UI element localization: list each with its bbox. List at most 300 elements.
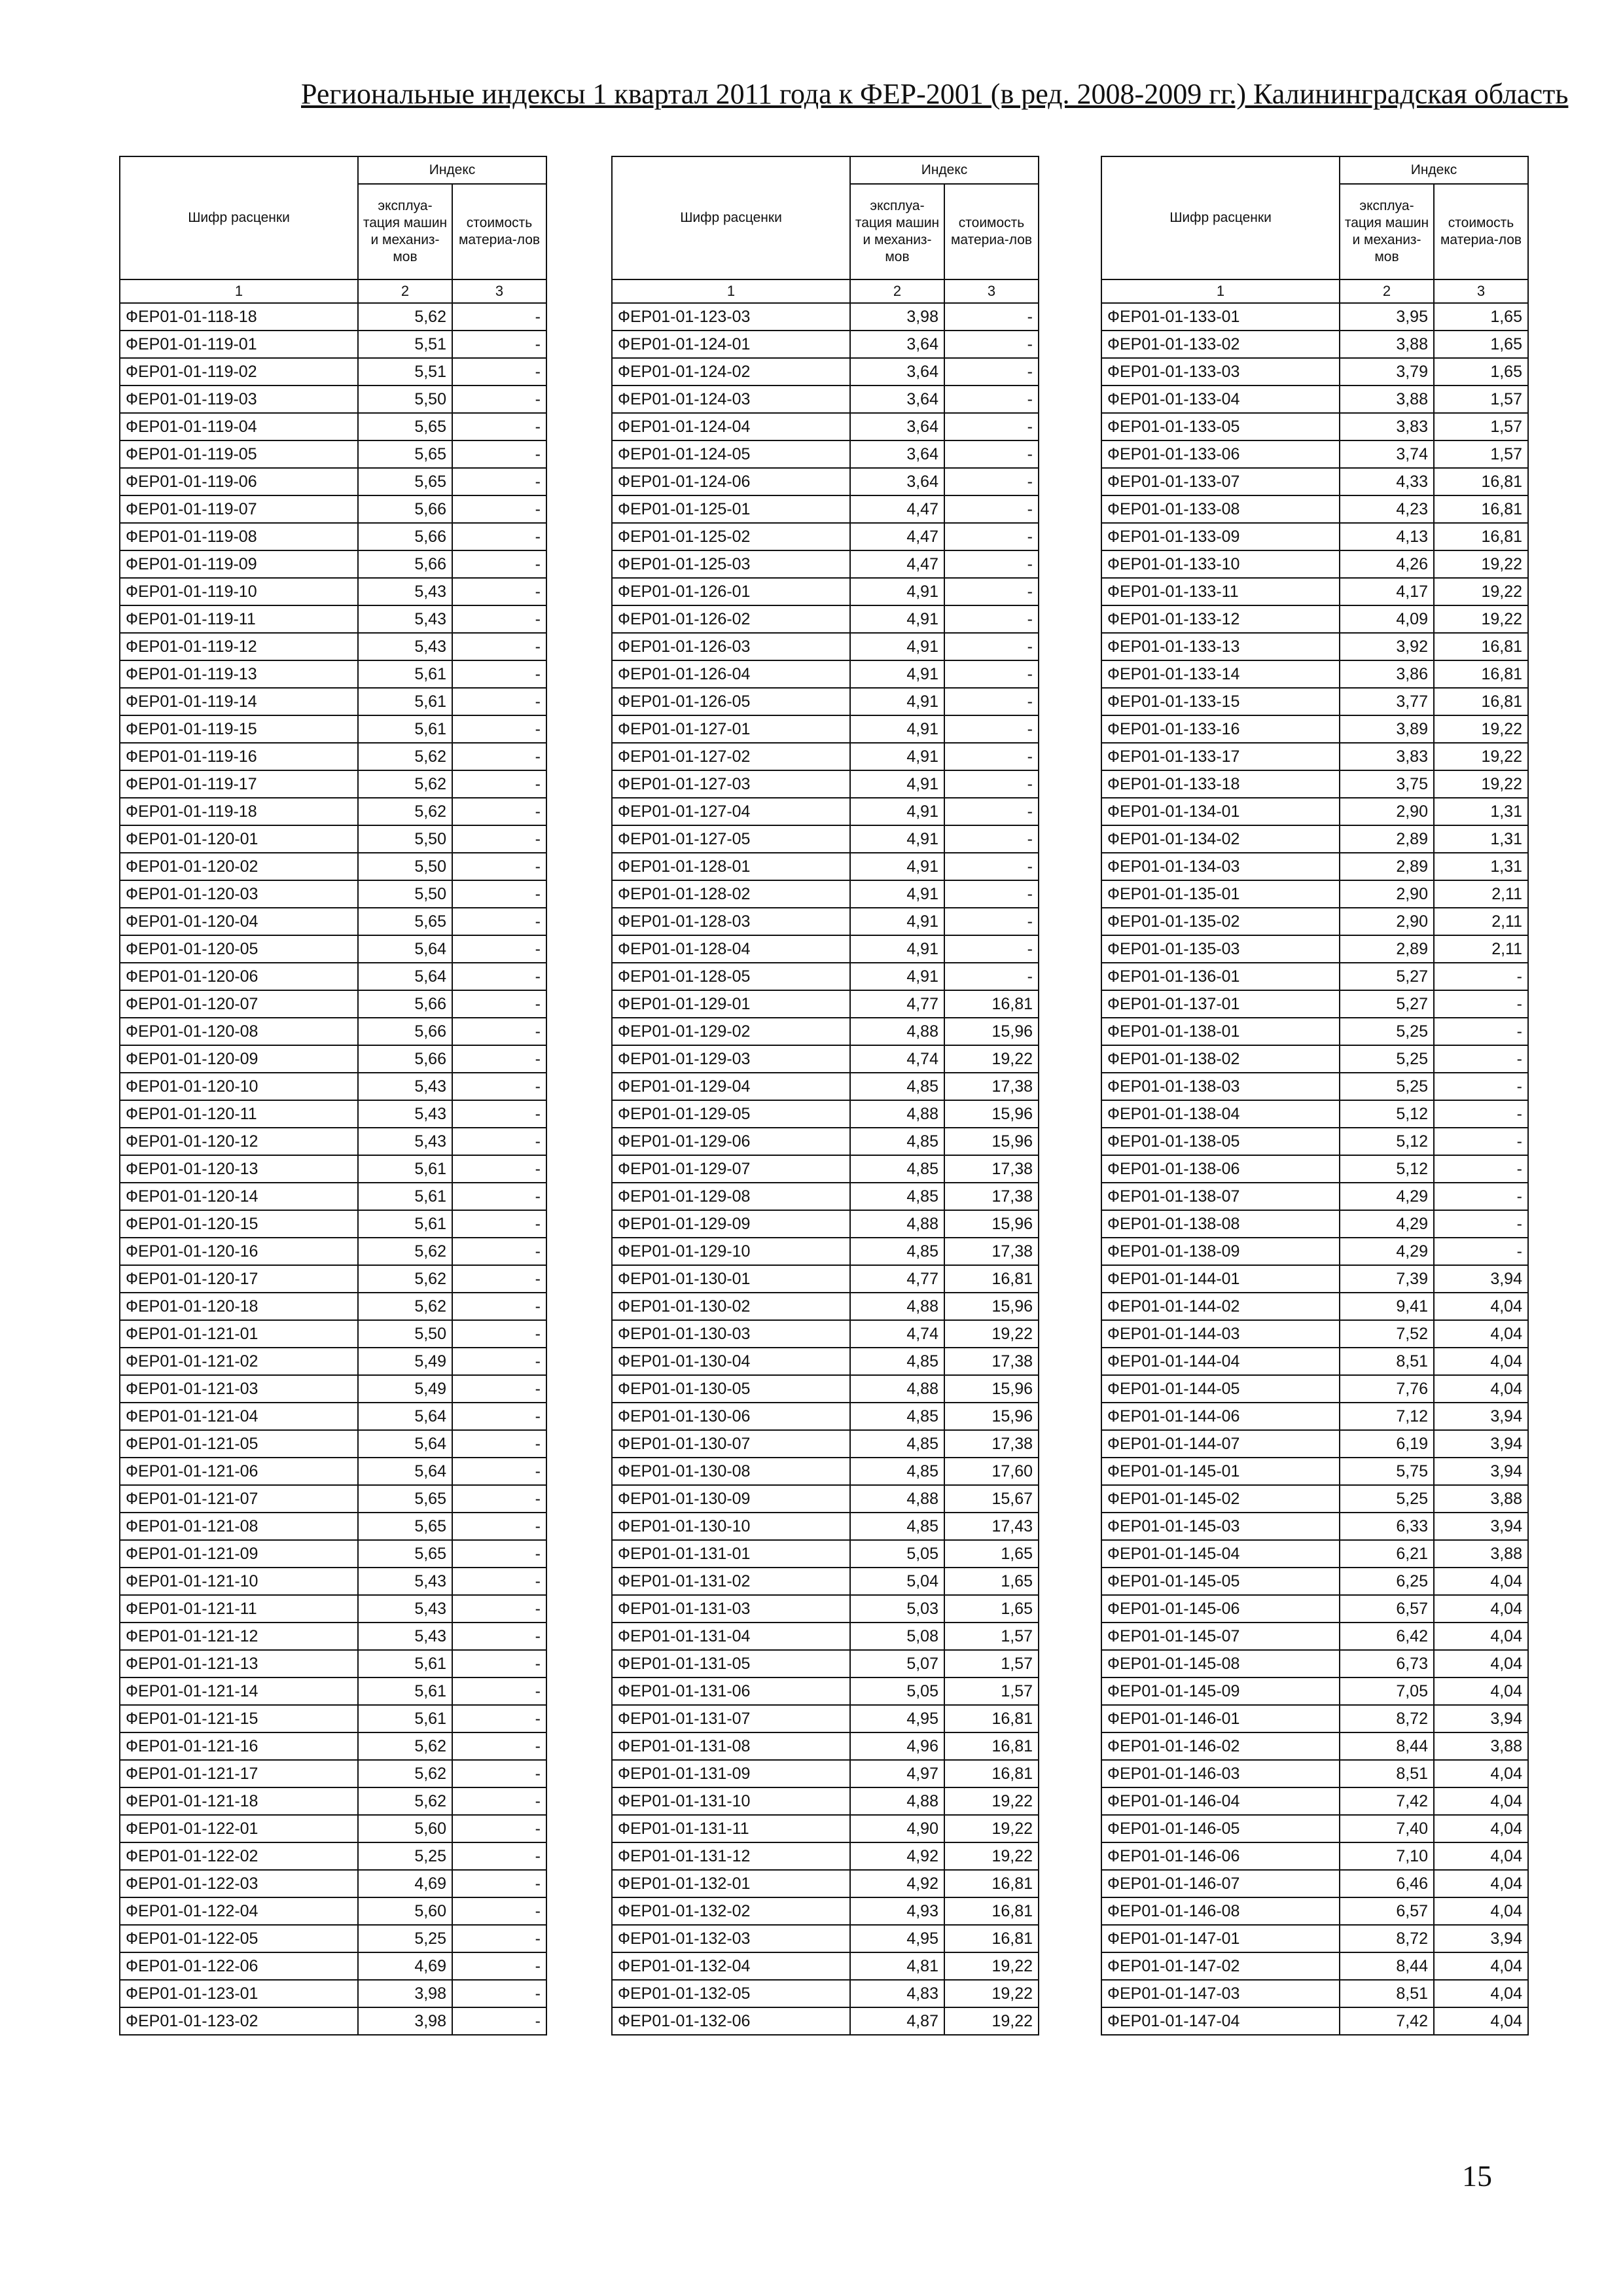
materials-index-cell: - bbox=[452, 1980, 546, 2007]
table-row bbox=[1101, 1705, 1528, 1732]
machines-index-cell: 4,88 bbox=[850, 1100, 944, 1128]
materials-index-cell: - bbox=[452, 440, 546, 468]
table-row bbox=[120, 1705, 546, 1732]
materials-index-cell: 4,04 bbox=[1434, 2007, 1528, 2035]
materials-index-cell: 2,11 bbox=[1434, 880, 1528, 908]
materials-index-cell: 19,22 bbox=[944, 1980, 1039, 2007]
table-row bbox=[1101, 1842, 1528, 1870]
rate-code-cell: ФЕР01-01-126-01 bbox=[612, 578, 850, 605]
materials-index-cell: 19,22 bbox=[1434, 605, 1528, 633]
machines-index-cell: 4,09 bbox=[1340, 605, 1434, 633]
materials-index-cell: - bbox=[944, 660, 1039, 688]
machines-index-cell: 2,89 bbox=[1340, 825, 1434, 853]
rate-code-cell: ФЕР01-01-120-14 bbox=[120, 1183, 358, 1210]
rate-code-cell: ФЕР01-01-132-02 bbox=[612, 1897, 850, 1925]
rate-code-cell: ФЕР01-01-121-06 bbox=[120, 1458, 358, 1485]
table-row bbox=[1101, 1375, 1528, 1403]
materials-index-cell: - bbox=[452, 1595, 546, 1623]
materials-index-cell: - bbox=[452, 1513, 546, 1540]
machines-index-cell: 4,23 bbox=[1340, 495, 1434, 523]
table-row bbox=[612, 935, 1039, 963]
table-body bbox=[1101, 303, 1528, 2035]
table-row bbox=[120, 935, 546, 963]
rate-code-cell: ФЕР01-01-122-04 bbox=[120, 1897, 358, 1925]
rate-code-cell: ФЕР01-01-135-03 bbox=[1101, 935, 1340, 963]
rate-code-cell: ФЕР01-01-119-09 bbox=[120, 550, 358, 578]
table-row bbox=[120, 1073, 546, 1100]
table-row bbox=[1101, 1897, 1528, 1925]
machines-index-cell: 3,64 bbox=[850, 413, 944, 440]
table-row bbox=[120, 825, 546, 853]
machines-index-cell: 5,50 bbox=[358, 853, 452, 880]
table-row bbox=[120, 1265, 546, 1293]
machines-index-cell: 4,85 bbox=[850, 1513, 944, 1540]
machines-index-cell: 4,13 bbox=[1340, 523, 1434, 550]
table-row bbox=[120, 1897, 546, 1925]
materials-index-cell: - bbox=[452, 1485, 546, 1513]
machines-index-cell: 3,75 bbox=[1340, 770, 1434, 798]
materials-index-cell: - bbox=[1434, 1128, 1528, 1155]
table-row bbox=[120, 413, 546, 440]
machines-index-cell: 4,77 bbox=[850, 1265, 944, 1293]
materials-index-cell: - bbox=[944, 605, 1039, 633]
table-row bbox=[612, 523, 1039, 550]
rate-code-cell: ФЕР01-01-121-13 bbox=[120, 1650, 358, 1677]
table-row bbox=[120, 853, 546, 880]
table-row bbox=[1101, 1155, 1528, 1183]
machines-index-cell: 5,62 bbox=[358, 743, 452, 770]
materials-index-cell: - bbox=[944, 853, 1039, 880]
page-number: 15 bbox=[1462, 2159, 1492, 2193]
machines-index-cell: 4,85 bbox=[850, 1430, 944, 1458]
rate-code-cell: ФЕР01-01-118-18 bbox=[120, 303, 358, 331]
header-materials: стоимость материа-лов bbox=[452, 184, 546, 279]
machines-index-cell: 4,85 bbox=[850, 1183, 944, 1210]
rate-code-cell: ФЕР01-01-133-05 bbox=[1101, 413, 1340, 440]
materials-index-cell: - bbox=[944, 303, 1039, 331]
machines-index-cell: 5,43 bbox=[358, 633, 452, 660]
materials-index-cell: - bbox=[1434, 1155, 1528, 1183]
materials-index-cell: 17,38 bbox=[944, 1183, 1039, 1210]
rate-code-cell: ФЕР01-01-129-08 bbox=[612, 1183, 850, 1210]
rate-code-cell: ФЕР01-01-121-15 bbox=[120, 1705, 358, 1732]
header-code: Шифр расценки bbox=[120, 156, 358, 279]
machines-index-cell: 5,07 bbox=[850, 1650, 944, 1677]
machines-index-cell: 5,25 bbox=[1340, 1018, 1434, 1045]
materials-index-cell: 16,81 bbox=[944, 1265, 1039, 1293]
table-row bbox=[120, 1650, 546, 1677]
header-index: Индекс bbox=[1340, 156, 1528, 184]
rate-code-cell: ФЕР01-01-131-02 bbox=[612, 1568, 850, 1595]
rate-code-cell: ФЕР01-01-126-02 bbox=[612, 605, 850, 633]
machines-index-cell: 3,98 bbox=[358, 1980, 452, 2007]
rate-code-cell: ФЕР01-01-119-03 bbox=[120, 386, 358, 413]
machines-index-cell: 5,50 bbox=[358, 386, 452, 413]
machines-index-cell: 5,25 bbox=[1340, 1073, 1434, 1100]
rate-code-cell: ФЕР01-01-120-16 bbox=[120, 1238, 358, 1265]
table-row bbox=[1101, 963, 1528, 990]
materials-index-cell: - bbox=[452, 1568, 546, 1595]
materials-index-cell: 19,22 bbox=[1434, 578, 1528, 605]
machines-index-cell: 5,64 bbox=[358, 1430, 452, 1458]
rate-code-cell: ФЕР01-01-146-01 bbox=[1101, 1705, 1340, 1732]
machines-index-cell: 5,60 bbox=[358, 1897, 452, 1925]
rate-code-cell: ФЕР01-01-121-05 bbox=[120, 1430, 358, 1458]
header-num-1: 1 bbox=[612, 279, 850, 303]
rate-code-cell: ФЕР01-01-133-07 bbox=[1101, 468, 1340, 495]
rate-code-cell: ФЕР01-01-134-01 bbox=[1101, 798, 1340, 825]
rate-code-cell: ФЕР01-01-122-03 bbox=[120, 1870, 358, 1897]
machines-index-cell: 5,64 bbox=[358, 935, 452, 963]
rate-code-cell: ФЕР01-01-147-01 bbox=[1101, 1925, 1340, 1952]
machines-index-cell: 3,74 bbox=[1340, 440, 1434, 468]
table-row bbox=[1101, 798, 1528, 825]
machines-index-cell: 5,49 bbox=[358, 1375, 452, 1403]
table-row bbox=[1101, 1787, 1528, 1815]
rate-code-cell: ФЕР01-01-145-02 bbox=[1101, 1485, 1340, 1513]
materials-index-cell: - bbox=[452, 1458, 546, 1485]
materials-index-cell: 3,94 bbox=[1434, 1513, 1528, 1540]
rate-code-cell: ФЕР01-01-119-13 bbox=[120, 660, 358, 688]
machines-index-cell: 6,25 bbox=[1340, 1568, 1434, 1595]
machines-index-cell: 4,91 bbox=[850, 825, 944, 853]
rate-code-cell: ФЕР01-01-138-01 bbox=[1101, 1018, 1340, 1045]
table-row bbox=[120, 1568, 546, 1595]
rate-code-cell: ФЕР01-01-120-15 bbox=[120, 1210, 358, 1238]
rate-code-cell: ФЕР01-01-120-06 bbox=[120, 963, 358, 990]
machines-index-cell: 5,50 bbox=[358, 1320, 452, 1348]
machines-index-cell: 5,62 bbox=[358, 1265, 452, 1293]
table-row bbox=[120, 523, 546, 550]
table-row bbox=[1101, 523, 1528, 550]
machines-index-cell: 5,12 bbox=[1340, 1128, 1434, 1155]
table-row bbox=[120, 1320, 546, 1348]
machines-index-cell: 5,61 bbox=[358, 1210, 452, 1238]
table-row bbox=[120, 798, 546, 825]
materials-index-cell: - bbox=[452, 1320, 546, 1348]
machines-index-cell: 3,77 bbox=[1340, 688, 1434, 715]
rate-code-cell: ФЕР01-01-119-05 bbox=[120, 440, 358, 468]
table-row bbox=[120, 770, 546, 798]
materials-index-cell: 4,04 bbox=[1434, 1677, 1528, 1705]
machines-index-cell: 4,88 bbox=[850, 1375, 944, 1403]
machines-index-cell: 5,61 bbox=[358, 1155, 452, 1183]
machines-index-cell: 4,69 bbox=[358, 1952, 452, 1980]
materials-index-cell: - bbox=[452, 1293, 546, 1320]
materials-index-cell: 3,94 bbox=[1434, 1458, 1528, 1485]
machines-index-cell: 6,19 bbox=[1340, 1430, 1434, 1458]
materials-index-cell: - bbox=[452, 1045, 546, 1073]
rate-code-cell: ФЕР01-01-119-11 bbox=[120, 605, 358, 633]
rate-code-cell: ФЕР01-01-147-03 bbox=[1101, 1980, 1340, 2007]
rate-code-cell: ФЕР01-01-120-01 bbox=[120, 825, 358, 853]
table-row bbox=[1101, 386, 1528, 413]
materials-index-cell: - bbox=[944, 386, 1039, 413]
table-row bbox=[1101, 440, 1528, 468]
table-row bbox=[612, 2007, 1039, 2035]
rate-code-cell: ФЕР01-01-145-04 bbox=[1101, 1540, 1340, 1568]
table-row bbox=[1101, 853, 1528, 880]
table-row bbox=[120, 1430, 546, 1458]
machines-index-cell: 4,77 bbox=[850, 990, 944, 1018]
machines-index-cell: 5,66 bbox=[358, 523, 452, 550]
rate-code-cell: ФЕР01-01-120-07 bbox=[120, 990, 358, 1018]
materials-index-cell: - bbox=[452, 331, 546, 358]
machines-index-cell: 3,83 bbox=[1340, 413, 1434, 440]
table-row bbox=[120, 963, 546, 990]
rate-code-cell: ФЕР01-01-130-07 bbox=[612, 1430, 850, 1458]
table-row bbox=[120, 1403, 546, 1430]
materials-index-cell: 15,96 bbox=[944, 1375, 1039, 1403]
rate-code-cell: ФЕР01-01-132-05 bbox=[612, 1980, 850, 2007]
materials-index-cell: - bbox=[452, 908, 546, 935]
table-row bbox=[1101, 1485, 1528, 1513]
table-row bbox=[120, 743, 546, 770]
table-row bbox=[1101, 715, 1528, 743]
materials-index-cell: - bbox=[452, 715, 546, 743]
materials-index-cell: - bbox=[944, 550, 1039, 578]
materials-index-cell: - bbox=[452, 1100, 546, 1128]
machines-index-cell: 5,66 bbox=[358, 495, 452, 523]
table-row bbox=[1101, 605, 1528, 633]
table-row bbox=[612, 825, 1039, 853]
table-row bbox=[120, 880, 546, 908]
rate-code-cell: ФЕР01-01-121-11 bbox=[120, 1595, 358, 1623]
machines-index-cell: 4,26 bbox=[1340, 550, 1434, 578]
rate-code-cell: ФЕР01-01-125-01 bbox=[612, 495, 850, 523]
machines-index-cell: 6,73 bbox=[1340, 1650, 1434, 1677]
header-machines: эксплуа-тация машин и механиз-мов bbox=[358, 184, 452, 279]
index-table-3 bbox=[1101, 156, 1529, 2036]
table-row bbox=[1101, 1677, 1528, 1705]
rate-code-cell: ФЕР01-01-146-07 bbox=[1101, 1870, 1340, 1897]
rate-code-cell: ФЕР01-01-146-04 bbox=[1101, 1787, 1340, 1815]
index-table-2 bbox=[611, 156, 1039, 2036]
materials-index-cell: 19,22 bbox=[1434, 715, 1528, 743]
materials-index-cell: 1,57 bbox=[944, 1623, 1039, 1650]
machines-index-cell: 5,62 bbox=[358, 798, 452, 825]
rate-code-cell: ФЕР01-01-119-15 bbox=[120, 715, 358, 743]
table-row bbox=[120, 1155, 546, 1183]
table-row bbox=[1101, 660, 1528, 688]
materials-index-cell: 16,81 bbox=[1434, 523, 1528, 550]
machines-index-cell: 4,91 bbox=[850, 715, 944, 743]
machines-index-cell: 3,92 bbox=[1340, 633, 1434, 660]
rate-code-cell: ФЕР01-01-133-09 bbox=[1101, 523, 1340, 550]
materials-index-cell: - bbox=[1434, 1073, 1528, 1100]
materials-index-cell: 4,04 bbox=[1434, 1595, 1528, 1623]
table-row bbox=[1101, 1210, 1528, 1238]
table-row bbox=[612, 1842, 1039, 1870]
rate-code-cell: ФЕР01-01-133-16 bbox=[1101, 715, 1340, 743]
materials-index-cell: 4,04 bbox=[1434, 1623, 1528, 1650]
table-row bbox=[612, 1595, 1039, 1623]
table-row bbox=[612, 1100, 1039, 1128]
rate-code-cell: ФЕР01-01-126-05 bbox=[612, 688, 850, 715]
table-row bbox=[120, 1485, 546, 1513]
machines-index-cell: 7,42 bbox=[1340, 2007, 1434, 2035]
rate-code-cell: ФЕР01-01-138-03 bbox=[1101, 1073, 1340, 1100]
table-row bbox=[120, 1513, 546, 1540]
rate-code-cell: ФЕР01-01-145-03 bbox=[1101, 1513, 1340, 1540]
rate-code-cell: ФЕР01-01-144-07 bbox=[1101, 1430, 1340, 1458]
materials-index-cell: 4,04 bbox=[1434, 1650, 1528, 1677]
header-index: Индекс bbox=[358, 156, 546, 184]
table-row bbox=[1101, 770, 1528, 798]
rate-code-cell: ФЕР01-01-133-06 bbox=[1101, 440, 1340, 468]
materials-index-cell: - bbox=[452, 1155, 546, 1183]
materials-index-cell: 4,04 bbox=[1434, 1952, 1528, 1980]
rate-code-cell: ФЕР01-01-144-02 bbox=[1101, 1293, 1340, 1320]
materials-index-cell: - bbox=[944, 743, 1039, 770]
machines-index-cell: 4,74 bbox=[850, 1045, 944, 1073]
machines-index-cell: 4,96 bbox=[850, 1732, 944, 1760]
rate-code-cell: ФЕР01-01-132-04 bbox=[612, 1952, 850, 1980]
table-row bbox=[120, 908, 546, 935]
materials-index-cell: - bbox=[452, 468, 546, 495]
table-row bbox=[612, 1623, 1039, 1650]
materials-index-cell: - bbox=[452, 853, 546, 880]
rate-code-cell: ФЕР01-01-131-07 bbox=[612, 1705, 850, 1732]
materials-index-cell: 15,96 bbox=[944, 1403, 1039, 1430]
materials-index-cell: - bbox=[452, 770, 546, 798]
table-row bbox=[1101, 1045, 1528, 1073]
rate-code-cell: ФЕР01-01-127-01 bbox=[612, 715, 850, 743]
rate-code-cell: ФЕР01-01-144-01 bbox=[1101, 1265, 1340, 1293]
table-row bbox=[1101, 688, 1528, 715]
materials-index-cell: 16,81 bbox=[944, 1897, 1039, 1925]
machines-index-cell: 3,86 bbox=[1340, 660, 1434, 688]
rate-code-cell: ФЕР01-01-132-03 bbox=[612, 1925, 850, 1952]
table-row bbox=[612, 303, 1039, 331]
table-row bbox=[1101, 331, 1528, 358]
rate-code-cell: ФЕР01-01-133-13 bbox=[1101, 633, 1340, 660]
machines-index-cell: 5,43 bbox=[358, 1128, 452, 1155]
rate-code-cell: ФЕР01-01-119-10 bbox=[120, 578, 358, 605]
table-row bbox=[612, 880, 1039, 908]
machines-index-cell: 4,88 bbox=[850, 1485, 944, 1513]
machines-index-cell: 5,65 bbox=[358, 440, 452, 468]
machines-index-cell: 5,25 bbox=[358, 1925, 452, 1952]
table-row bbox=[120, 1815, 546, 1842]
rate-code-cell: ФЕР01-01-131-11 bbox=[612, 1815, 850, 1842]
machines-index-cell: 4,47 bbox=[850, 523, 944, 550]
rate-code-cell: ФЕР01-01-119-18 bbox=[120, 798, 358, 825]
table-row bbox=[120, 1595, 546, 1623]
table-row bbox=[1101, 578, 1528, 605]
machines-index-cell: 5,66 bbox=[358, 990, 452, 1018]
machines-index-cell: 5,61 bbox=[358, 1705, 452, 1732]
table-row bbox=[612, 963, 1039, 990]
rate-code-cell: ФЕР01-01-132-01 bbox=[612, 1870, 850, 1897]
machines-index-cell: 5,25 bbox=[1340, 1045, 1434, 1073]
materials-index-cell: 19,22 bbox=[944, 1815, 1039, 1842]
machines-index-cell: 3,88 bbox=[1340, 386, 1434, 413]
materials-index-cell: - bbox=[452, 1128, 546, 1155]
machines-index-cell: 5,65 bbox=[358, 1513, 452, 1540]
machines-index-cell: 5,62 bbox=[358, 770, 452, 798]
rate-code-cell: ФЕР01-01-122-01 bbox=[120, 1815, 358, 1842]
table-row bbox=[1101, 1238, 1528, 1265]
materials-index-cell: - bbox=[452, 1870, 546, 1897]
rate-code-cell: ФЕР01-01-130-08 bbox=[612, 1458, 850, 1485]
rate-code-cell: ФЕР01-01-131-05 bbox=[612, 1650, 850, 1677]
table-row bbox=[1101, 1732, 1528, 1760]
machines-index-cell: 7,52 bbox=[1340, 1320, 1434, 1348]
machines-index-cell: 3,64 bbox=[850, 440, 944, 468]
rate-code-cell: ФЕР01-01-133-12 bbox=[1101, 605, 1340, 633]
table-row bbox=[1101, 1513, 1528, 1540]
machines-index-cell: 7,12 bbox=[1340, 1403, 1434, 1430]
materials-index-cell: 15,96 bbox=[944, 1210, 1039, 1238]
machines-index-cell: 4,85 bbox=[850, 1348, 944, 1375]
table-row bbox=[120, 1732, 546, 1760]
machines-index-cell: 4,88 bbox=[850, 1293, 944, 1320]
rate-code-cell: ФЕР01-01-120-12 bbox=[120, 1128, 358, 1155]
materials-index-cell: 19,22 bbox=[944, 2007, 1039, 2035]
table-row bbox=[1101, 1980, 1528, 2007]
table-row bbox=[612, 1952, 1039, 1980]
machines-index-cell: 9,41 bbox=[1340, 1293, 1434, 1320]
materials-index-cell: 17,38 bbox=[944, 1430, 1039, 1458]
table-row bbox=[612, 1293, 1039, 1320]
machines-index-cell: 4,85 bbox=[850, 1458, 944, 1485]
machines-index-cell: 5,66 bbox=[358, 1045, 452, 1073]
table-row bbox=[612, 853, 1039, 880]
table-row bbox=[612, 440, 1039, 468]
machines-index-cell: 4,91 bbox=[850, 660, 944, 688]
table-row bbox=[612, 578, 1039, 605]
rate-code-cell: ФЕР01-01-128-02 bbox=[612, 880, 850, 908]
rate-code-cell: ФЕР01-01-130-03 bbox=[612, 1320, 850, 1348]
machines-index-cell: 4,93 bbox=[850, 1897, 944, 1925]
machines-index-cell: 4,91 bbox=[850, 688, 944, 715]
table-row bbox=[612, 1375, 1039, 1403]
machines-index-cell: 4,88 bbox=[850, 1787, 944, 1815]
machines-index-cell: 4,87 bbox=[850, 2007, 944, 2035]
materials-index-cell: - bbox=[944, 770, 1039, 798]
materials-index-cell: - bbox=[452, 1375, 546, 1403]
materials-index-cell: - bbox=[452, 358, 546, 386]
machines-index-cell: 4,29 bbox=[1340, 1183, 1434, 1210]
machines-index-cell: 3,64 bbox=[850, 358, 944, 386]
rate-code-cell: ФЕР01-01-134-03 bbox=[1101, 853, 1340, 880]
table-row bbox=[612, 798, 1039, 825]
machines-index-cell: 2,90 bbox=[1340, 880, 1434, 908]
table-row bbox=[120, 468, 546, 495]
rate-code-cell: ФЕР01-01-133-10 bbox=[1101, 550, 1340, 578]
machines-index-cell: 4,91 bbox=[850, 963, 944, 990]
rate-code-cell: ФЕР01-01-131-04 bbox=[612, 1623, 850, 1650]
materials-index-cell: - bbox=[944, 963, 1039, 990]
table-row bbox=[612, 1513, 1039, 1540]
rate-code-cell: ФЕР01-01-123-01 bbox=[120, 1980, 358, 2007]
table-row bbox=[612, 1018, 1039, 1045]
table-row bbox=[120, 1870, 546, 1897]
machines-index-cell: 3,79 bbox=[1340, 358, 1434, 386]
machines-index-cell: 5,62 bbox=[358, 1732, 452, 1760]
rate-code-cell: ФЕР01-01-129-03 bbox=[612, 1045, 850, 1073]
rate-code-cell: ФЕР01-01-138-04 bbox=[1101, 1100, 1340, 1128]
materials-index-cell: 19,22 bbox=[944, 1045, 1039, 1073]
rate-code-cell: ФЕР01-01-120-05 bbox=[120, 935, 358, 963]
materials-index-cell: 16,81 bbox=[944, 1732, 1039, 1760]
table-row bbox=[120, 1100, 546, 1128]
machines-index-cell: 4,69 bbox=[358, 1870, 452, 1897]
materials-index-cell: - bbox=[452, 825, 546, 853]
materials-index-cell: - bbox=[452, 1897, 546, 1925]
machines-index-cell: 5,60 bbox=[358, 1815, 452, 1842]
